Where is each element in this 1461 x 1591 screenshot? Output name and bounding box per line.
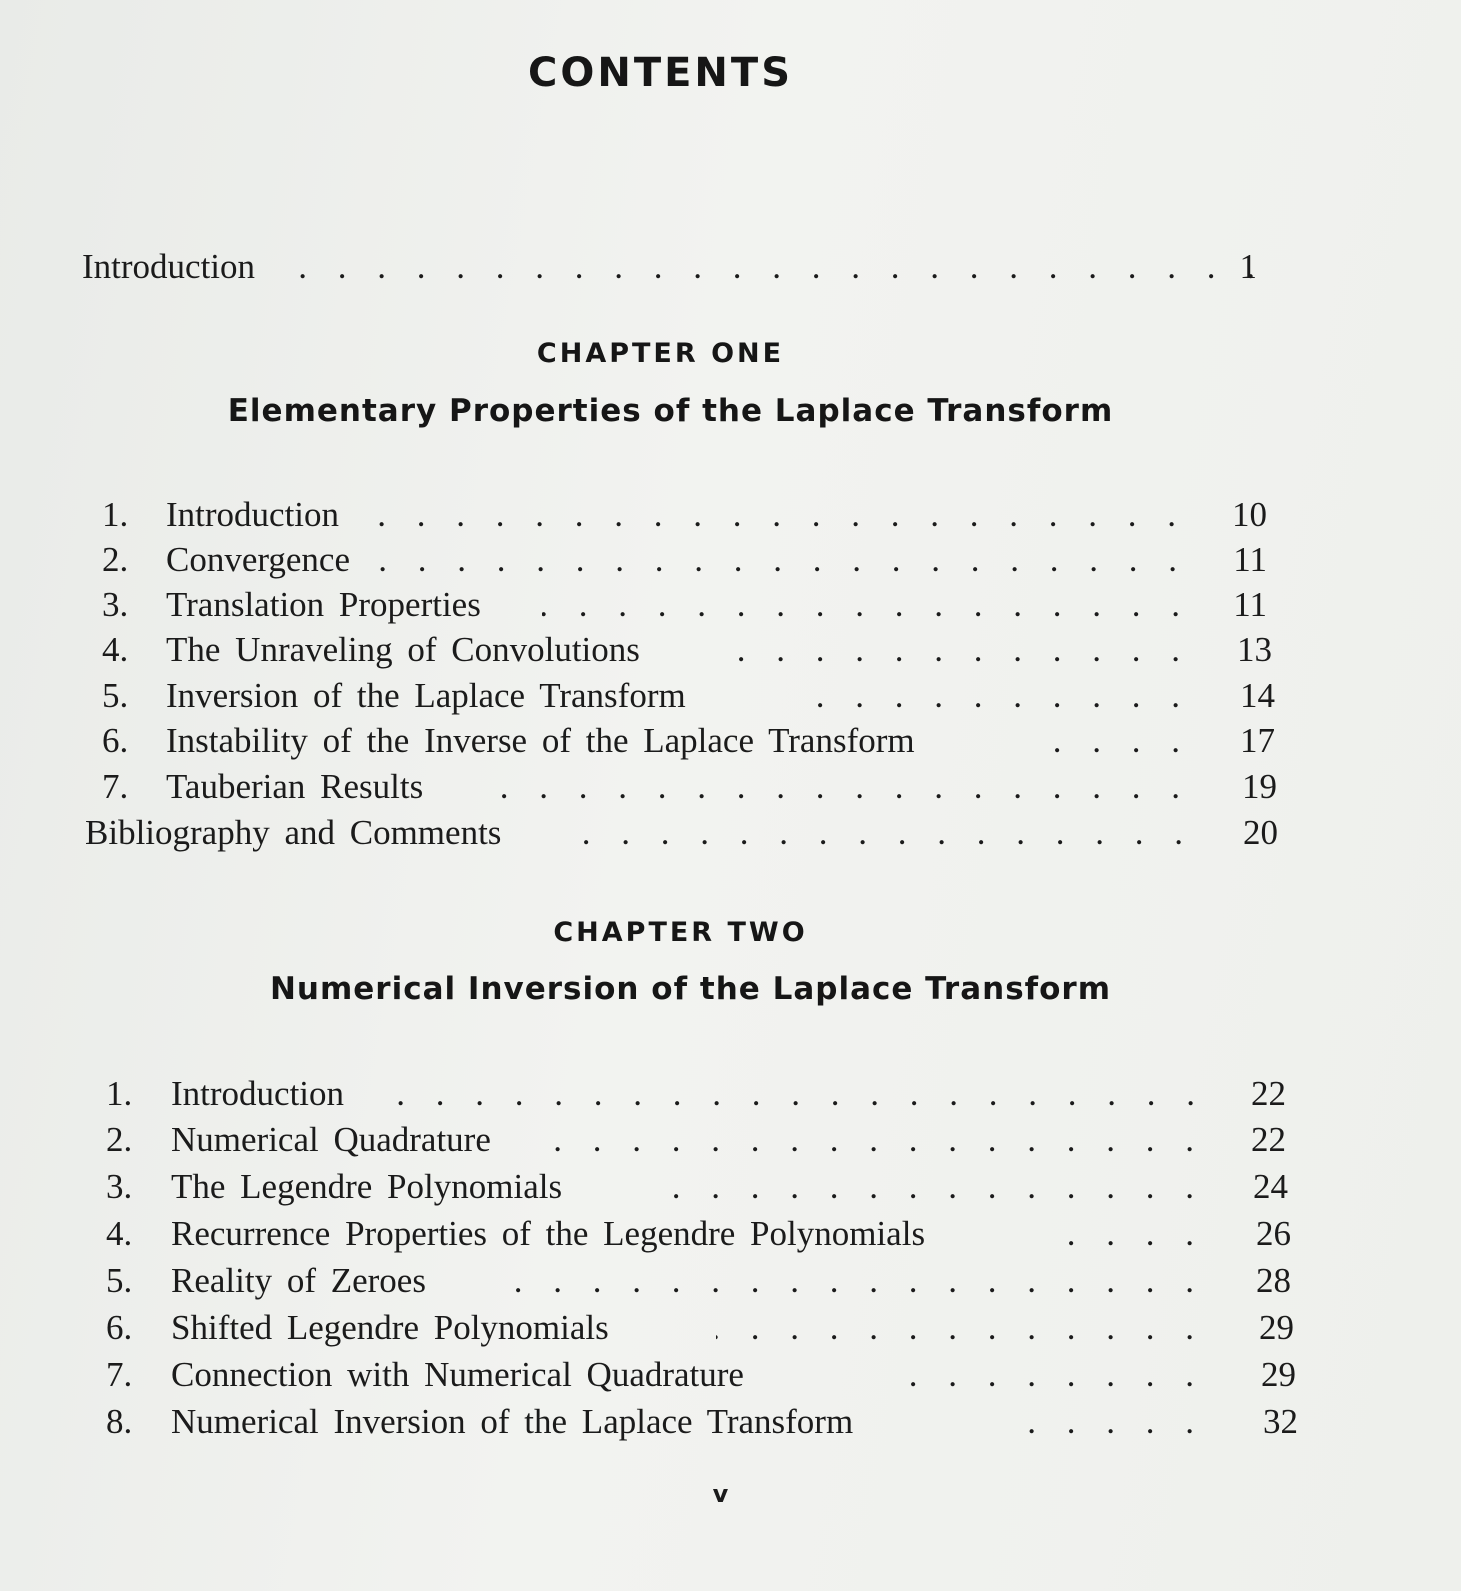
toc-entry-page: 1: [1239, 247, 1257, 286]
dot-leader: [886, 1352, 1196, 1398]
toc-entry-label: Introduction: [166, 495, 340, 534]
toc-entry-number: 7.: [102, 767, 129, 806]
toc-entry-number: 5.: [106, 1261, 133, 1300]
toc-entry-label: Recurrence Properties of the Legendre Polynomials: [171, 1214, 926, 1253]
dot-leader: [716, 1305, 1196, 1351]
toc-entry-page: 29: [1259, 1308, 1294, 1347]
toc-entry-number: 5.: [102, 676, 129, 715]
chapter-title: Elementary Properties of the Laplace Transform: [227, 393, 1114, 429]
toc-entry-introduction: [82, 244, 1282, 290]
dot-leader: [551, 1117, 1196, 1163]
toc-entry-number: 7.: [106, 1355, 133, 1394]
toc-entry-number: 3.: [102, 585, 129, 624]
toc-entry-page: 22: [1251, 1120, 1286, 1159]
toc-entry-number: 6.: [106, 1308, 133, 1347]
toc-entry: [102, 764, 1302, 810]
dot-leader: [297, 244, 1257, 290]
toc-entry-label: Introduction: [171, 1074, 345, 1113]
toc-entry-page: 26: [1256, 1214, 1291, 1253]
dot-leader: [1047, 718, 1182, 764]
toc-entry: [106, 1071, 1316, 1117]
toc-entry-number: 2.: [106, 1120, 133, 1159]
toc-entry: [102, 537, 1302, 583]
toc-entry-label: Numerical Inversion of the Laplace Transform: [171, 1402, 854, 1441]
dot-leader: [542, 582, 1182, 628]
toc-entry: [106, 1164, 1316, 1210]
dot-leader: [646, 1164, 1196, 1210]
toc-entry-number: 4.: [106, 1214, 133, 1253]
toc-entry: [102, 582, 1302, 628]
toc-entry-label: Reality of Zeroes: [171, 1261, 426, 1300]
toc-entry-page: 20: [1243, 813, 1278, 852]
toc-entry-page: 32: [1263, 1402, 1298, 1441]
toc-entry-page: 29: [1261, 1355, 1296, 1394]
toc-entry-label: Translation Properties: [166, 585, 481, 624]
toc-entry: [102, 673, 1302, 719]
toc-entry-page: 28: [1256, 1261, 1291, 1300]
page-title: CONTENTS: [527, 50, 793, 96]
chapter-label: CHAPTER TWO: [553, 917, 808, 948]
dot-leader: [575, 810, 1185, 856]
dot-leader: [374, 537, 1179, 583]
toc-entry-number: 8.: [106, 1402, 133, 1441]
toc-entry-page: 19: [1242, 767, 1277, 806]
dot-leader: [382, 1071, 1197, 1117]
dot-leader: [812, 673, 1182, 719]
dot-leader: [491, 1258, 1196, 1304]
toc-entry-label: Convergence: [166, 540, 351, 579]
toc-entry-label: Inversion of the Laplace Transform: [166, 676, 686, 715]
toc-entry: [102, 492, 1302, 538]
dot-leader: [482, 764, 1182, 810]
toc-entry: [106, 1258, 1316, 1304]
toc-entry-number: 2.: [102, 540, 129, 579]
toc-entry: [106, 1211, 1316, 1257]
toc-entry-label: Tauberian Results: [166, 767, 424, 806]
toc-entry-number: 4.: [102, 630, 129, 669]
chapter-label: CHAPTER ONE: [536, 338, 785, 369]
page-folio-number: v: [712, 1480, 729, 1508]
toc-entry-number: 6.: [102, 721, 129, 760]
toc-entry-number: 1.: [102, 495, 129, 534]
dot-leader: [712, 627, 1182, 673]
toc-entry-page: 24: [1253, 1167, 1288, 1206]
toc-entry: [102, 718, 1302, 764]
toc-entry-label: Bibliography and Comments: [85, 813, 502, 852]
toc-entry: [102, 627, 1302, 673]
toc-entry: [106, 1305, 1316, 1351]
toc-entry-bibliography: [85, 810, 1305, 856]
toc-entry-page: 10: [1232, 495, 1267, 534]
dot-leader: [1061, 1211, 1196, 1257]
toc-entry-number: 1.: [106, 1074, 133, 1113]
toc-entry: [106, 1352, 1316, 1398]
toc-entry-number: 3.: [106, 1167, 133, 1206]
toc-entry-page: 22: [1251, 1074, 1286, 1113]
toc-entry-label: The Unraveling of Convolutions: [166, 630, 640, 669]
toc-entry-page: 14: [1240, 676, 1275, 715]
toc-entry-page: 13: [1237, 630, 1272, 669]
toc-entry-page: 11: [1233, 540, 1267, 579]
toc-entry-page: 11: [1233, 585, 1267, 624]
toc-entry: [106, 1399, 1316, 1445]
toc-entry-label: Instability of the Inverse of the Laplace Transform: [166, 721, 915, 760]
toc-entry-page: 17: [1240, 721, 1275, 760]
toc-entry: [106, 1117, 1316, 1163]
toc-entry-label: Numerical Quadrature: [171, 1120, 491, 1159]
toc-entry-label: Connection with Numerical Quadrature: [171, 1355, 744, 1394]
toc-entry-label: Shifted Legendre Polynomials: [171, 1308, 609, 1347]
dot-leader: [1006, 1399, 1196, 1445]
toc-entry-label: The Legendre Polynomials: [171, 1167, 563, 1206]
toc-entry-label: Introduction: [82, 247, 256, 286]
dot-leader: [378, 492, 1178, 538]
chapter-title: Numerical Inversion of the Laplace Transform: [269, 971, 1112, 1007]
